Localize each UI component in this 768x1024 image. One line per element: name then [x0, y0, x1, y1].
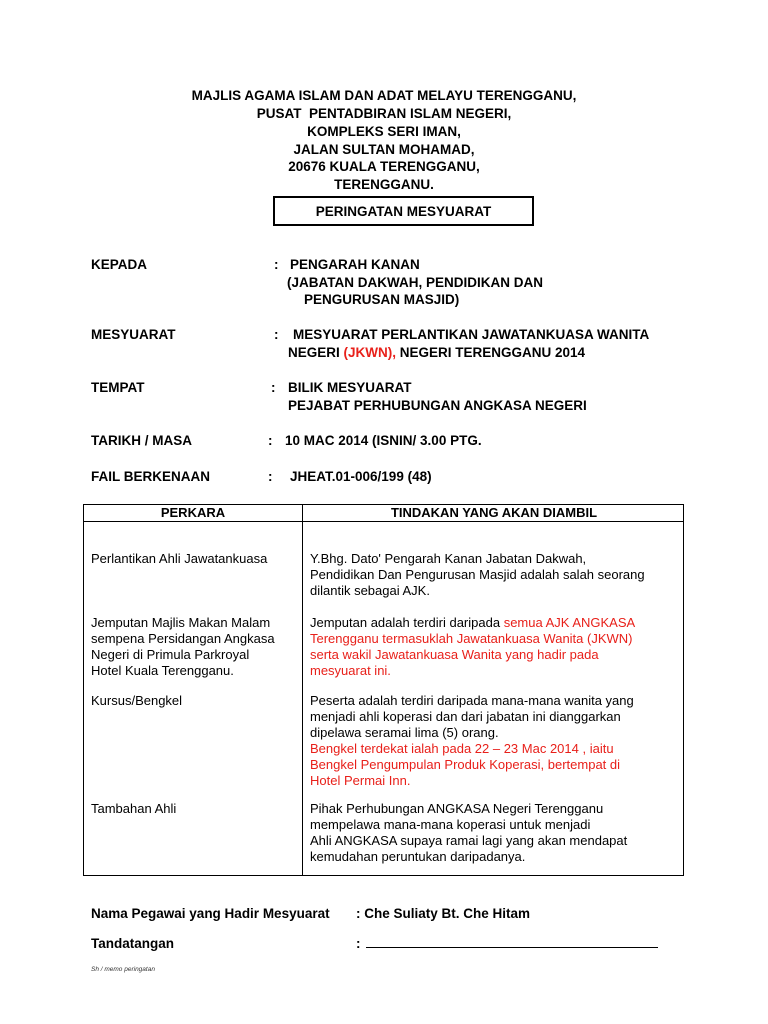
mesyuarat-jkwn-highlight: (JKWN), — [343, 345, 397, 360]
kepada-line-1: PENGARAH KANAN — [290, 257, 420, 272]
org-street: JALAN SULTAN MOHAMAD, — [293, 142, 475, 157]
tindakan-highlight-line: mesyuarat ini. — [310, 663, 391, 678]
perkara-line: Jemputan Majlis Makan Malam — [91, 615, 271, 630]
org-postcode: 20676 KUALA TERENGGANU, — [288, 159, 480, 174]
tempat-label: TEMPAT — [91, 380, 145, 395]
perkara-line: Tambahan Ahli — [91, 801, 177, 816]
kepada-line-2: (JABATAN DAKWAH, PENDIDIKAN DAN — [287, 275, 543, 290]
tindakan-highlight-line: Bengkel terdekat ialah pada 22 – 23 Mac 2014 , iaitu — [310, 741, 614, 756]
tindakan-highlight: semua AJK ANGKASA — [503, 615, 636, 630]
kepada-label: KEPADA — [91, 257, 148, 272]
org-state: TERENGGANU. — [334, 177, 434, 192]
tandatangan-label: Tandatangan — [91, 936, 175, 951]
org-complex: KOMPLEKS SERI IMAN, — [307, 124, 461, 139]
table-row-2-perkara — [91, 615, 275, 679]
table-row-3-perkara — [91, 693, 182, 709]
header-tindakan: TINDAKAN YANG AKAN DIAMBIL — [390, 505, 598, 520]
mesyuarat-colon: : — [274, 327, 279, 342]
tindakan-line: menjadi ahli koperasi dan dari jabatan ini dianggarkan — [310, 709, 621, 724]
tarikh-colon: : — [268, 433, 273, 448]
tindakan-highlight-line: Terengganu termasuklah Jawatankuasa Wanita (JKWN) — [310, 631, 633, 646]
table-row-1-tindakan — [310, 551, 645, 599]
tindakan-line: kemudahan peruntukan daripadanya. — [310, 849, 526, 864]
fail-label: FAIL BERKENAAN — [91, 469, 211, 484]
tempat-line-1: BILIK MESYUARAT — [288, 380, 412, 395]
mesyuarat-line-2-a: NEGERI — [288, 345, 344, 360]
mesyuarat-label: MESYUARAT — [91, 327, 176, 342]
tindakan-line: Y.Bhg. Dato' Pengarah Kanan Jabatan Dakwah, — [310, 551, 587, 566]
table-row-3-tindakan — [310, 693, 634, 789]
table-row-4-perkara — [91, 801, 176, 817]
tarikh-value: 10 MAC 2014 (ISNIN/ 3.00 PTG. — [285, 433, 482, 448]
tindakan-highlight-line: Hotel Permai Inn. — [310, 773, 411, 788]
tindakan-highlight-line: serta wakil Jawatankuasa Wanita yang hadir pada — [310, 647, 599, 662]
tindakan-text: Jemputan adalah terdiri daripada — [310, 615, 504, 630]
tindakan-line: Pihak Perhubungan ANGKASA Negeri Terengganu — [310, 801, 604, 816]
header-perkara: PERKARA — [160, 505, 226, 520]
org-name: MAJLIS AGAMA ISLAM DAN ADAT MELAYU TERENGGANU, — [191, 88, 577, 103]
tempat-line-2: PEJABAT PERHUBUNGAN ANGKASA NEGERI — [288, 398, 587, 413]
kepada-line-3: PENGURUSAN MASJID) — [304, 292, 460, 307]
table-row-2-tindakan — [310, 615, 635, 679]
nama-pegawai-label: Nama Pegawai yang Hadir Mesyuarat — [91, 906, 330, 921]
fail-colon: : — [268, 469, 273, 484]
nama-pegawai-value: : Che Suliaty Bt. Che Hitam — [356, 906, 531, 921]
tindakan-highlight-line: Bengkel Pengumpulan Produk Koperasi, bertempat di — [310, 757, 621, 772]
perkara-line: Negeri di Primula Parkroyal — [91, 647, 250, 662]
tindakan-line: dilantik sebagai AJK. — [310, 583, 430, 598]
perkara-line: Perlantikan Ahli Jawatankuasa — [91, 551, 268, 566]
table-row-4-tindakan — [310, 801, 627, 865]
document-title: PERINGATAN MESYUARAT — [273, 196, 534, 226]
tindakan-line: Peserta adalah terdiri daripada mana-mana wanita yang — [310, 693, 634, 708]
mesyuarat-line-2-b: NEGERI TERENGGANU 2014 — [396, 345, 586, 360]
signature-line — [366, 947, 658, 948]
tindakan-line: Pendidikan Dan Pengurusan Masjid adalah salah seorang — [310, 567, 645, 582]
tindakan-line: mempelawa mana-mana koperasi untuk menjadi — [310, 817, 591, 832]
tarikh-label: TARIKH / MASA — [91, 433, 192, 448]
perkara-line: Kursus/Bengkel — [91, 693, 183, 708]
tandatangan-colon: : — [356, 936, 361, 951]
mesyuarat-line-1: MESYUARAT PERLANTIKAN JAWATANKUASA WANITA — [293, 327, 650, 342]
tempat-colon: : — [271, 380, 276, 395]
mesyuarat-line-2 — [288, 344, 585, 362]
kepada-colon: : — [274, 257, 279, 272]
action-table — [83, 504, 684, 876]
fail-value: JHEAT.01-006/199 (48) — [290, 469, 432, 484]
table-column-divider — [302, 505, 303, 875]
org-division: PUSAT PENTADBIRAN ISLAM NEGERI, — [256, 106, 512, 121]
perkara-line: sempena Persidangan Angkasa — [91, 631, 275, 646]
table-header-divider — [84, 521, 683, 522]
tindakan-line: dipelawa seramai lima (5) orang. — [310, 725, 499, 740]
memo-reference-note: Sh / memo peringatan — [91, 966, 155, 973]
tindakan-line: Ahli ANGKASA supaya ramai lagi yang akan mendapat — [310, 833, 628, 848]
table-row-1-perkara — [91, 551, 267, 567]
tindakan-line — [310, 615, 635, 631]
perkara-line: Hotel Kuala Terengganu. — [91, 663, 234, 678]
